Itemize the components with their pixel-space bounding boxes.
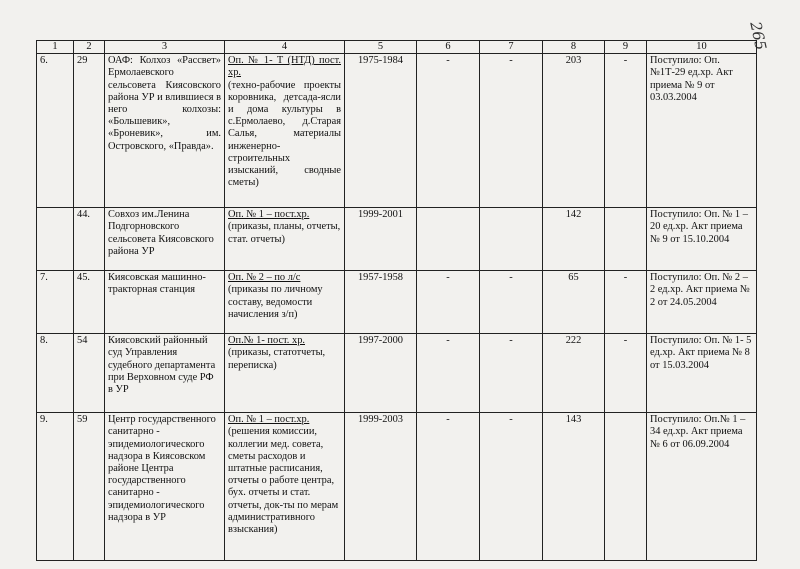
- inventory-description: (техно-рабочие проекты коровника, детсада-ясли и дома культуры в с.Ермолаево, д.Старая Салья, материалы инженерно-строительных изысканий, сводные сметы): [228, 79, 341, 189]
- header-cell: 10: [647, 41, 757, 54]
- col-7-value: -: [480, 413, 543, 561]
- inventory-cell: [225, 334, 345, 413]
- header-cell: 5: [345, 41, 417, 54]
- inventory-description: (приказы, статотчеты, переписка): [228, 347, 326, 371]
- col-9-value: -: [605, 334, 647, 413]
- years: 1997-2000: [345, 334, 417, 413]
- inventory-cell: [225, 208, 345, 271]
- fund-number: 44.: [74, 208, 105, 271]
- fund-number: 59: [74, 413, 105, 561]
- col-7-value: -: [480, 271, 543, 334]
- years: 1999-2003: [345, 413, 417, 561]
- item-count: 143: [543, 413, 605, 561]
- fund-number: 54: [74, 334, 105, 413]
- table-row: [37, 413, 757, 561]
- years: 1975-1984: [345, 54, 417, 208]
- table-row: [37, 208, 757, 271]
- inventory-title: Оп. № 1 – пост.хр.: [228, 414, 310, 426]
- inventory-cell: [225, 271, 345, 334]
- col-6-value: [417, 208, 480, 271]
- col-6-value: -: [417, 271, 480, 334]
- header-cell: 4: [225, 41, 345, 54]
- received-note: Поступило: Оп. №1Т-29 ед.хр. Акт приема № 9 от 03.03.2004: [647, 54, 757, 208]
- header-cell: 9: [605, 41, 647, 54]
- fund-name: ОАФ: Колхоз «Рассвет» Ермолаевского сельсовета Киясовского района УР и влившиеся в него колхозы: «Большевик», «Броневик», им. Островского, «Правда».: [105, 54, 225, 208]
- item-count: 142: [543, 208, 605, 271]
- col-9-value: [605, 208, 647, 271]
- page-number: 265: [746, 20, 770, 52]
- row-number: [37, 208, 74, 271]
- inventory-title: Оп. № 1 – пост.хр.: [228, 209, 310, 221]
- archive-table: [36, 40, 757, 561]
- col-9-value: [605, 413, 647, 561]
- header-cell: 7: [480, 41, 543, 54]
- received-note: Поступило: Оп. № 2 – 2 ед.хр. Акт приема № 2 от 24.05.2004: [647, 271, 757, 334]
- inventory-title: Оп. № 1- Т (НТД) пост. хр.: [228, 55, 341, 79]
- received-note: Поступило: Оп. № 1- 5 ед.хр. Акт приема № 8 от 15.03.2004: [647, 334, 757, 413]
- col-9-value: -: [605, 54, 647, 208]
- header-cell: 3: [105, 41, 225, 54]
- col-7-value: -: [480, 54, 543, 208]
- col-7-value: -: [480, 334, 543, 413]
- inventory-description: (приказы, планы, отчеты, стат. отчеты): [228, 221, 341, 245]
- received-note: Поступило: Оп. № 1 – 20 ед.хр. Акт приема № 9 от 15.10.2004: [647, 208, 757, 271]
- item-count: 203: [543, 54, 605, 208]
- years: 1957-1958: [345, 271, 417, 334]
- fund-name: Совхоз им.Ленина Подгорновского сельсовета Киясовского района УР: [105, 208, 225, 271]
- table-row: [37, 334, 757, 413]
- inventory-description: (решения комиссии, коллегии мед. совета, сметы расходов и штатные расписания, отчеты о работе центра, бух. отчеты и стат. отчеты, док-ты по мерам административного взыскания): [228, 426, 339, 536]
- table-row: [37, 271, 757, 334]
- inventory-cell: [225, 54, 345, 208]
- header-cell: 1: [37, 41, 74, 54]
- col-6-value: -: [417, 54, 480, 208]
- fund-name: Киясовская машинно-тракторная станция: [105, 271, 225, 334]
- header-cell: 8: [543, 41, 605, 54]
- row-number: 7.: [37, 271, 74, 334]
- row-number: 9.: [37, 413, 74, 561]
- col-9-value: -: [605, 271, 647, 334]
- header-cell: 2: [74, 41, 105, 54]
- inventory-cell: [225, 413, 345, 561]
- table-row: [37, 54, 757, 208]
- inventory-description: (приказы по личному составу, ведомости начисления з/п): [228, 284, 323, 320]
- fund-number: 29: [74, 54, 105, 208]
- years: 1999-2001: [345, 208, 417, 271]
- item-count: 65: [543, 271, 605, 334]
- fund-number: 45.: [74, 271, 105, 334]
- header-cell: 6: [417, 41, 480, 54]
- received-note: Поступило: Оп.№ 1 – 34 ед.хр. Акт приема № 6 от 06.09.2004: [647, 413, 757, 561]
- header-row: [37, 41, 757, 54]
- row-number: 8.: [37, 334, 74, 413]
- col-6-value: -: [417, 334, 480, 413]
- row-number: 6.: [37, 54, 74, 208]
- inventory-title: Оп.№ 1- пост. хр.: [228, 335, 305, 347]
- fund-name: Киясовский районный суд Управления судебного департамента при Верховном суде РФ в УР: [105, 334, 225, 413]
- inventory-title: Оп. № 2 – по л/с: [228, 272, 301, 284]
- fund-name: Центр государственного санитарно - эпидемиологического надзора в Киясовском районе Центра государственного санитарно - эпидемиологического надзора в УР: [105, 413, 225, 561]
- col-7-value: [480, 208, 543, 271]
- item-count: 222: [543, 334, 605, 413]
- col-6-value: -: [417, 413, 480, 561]
